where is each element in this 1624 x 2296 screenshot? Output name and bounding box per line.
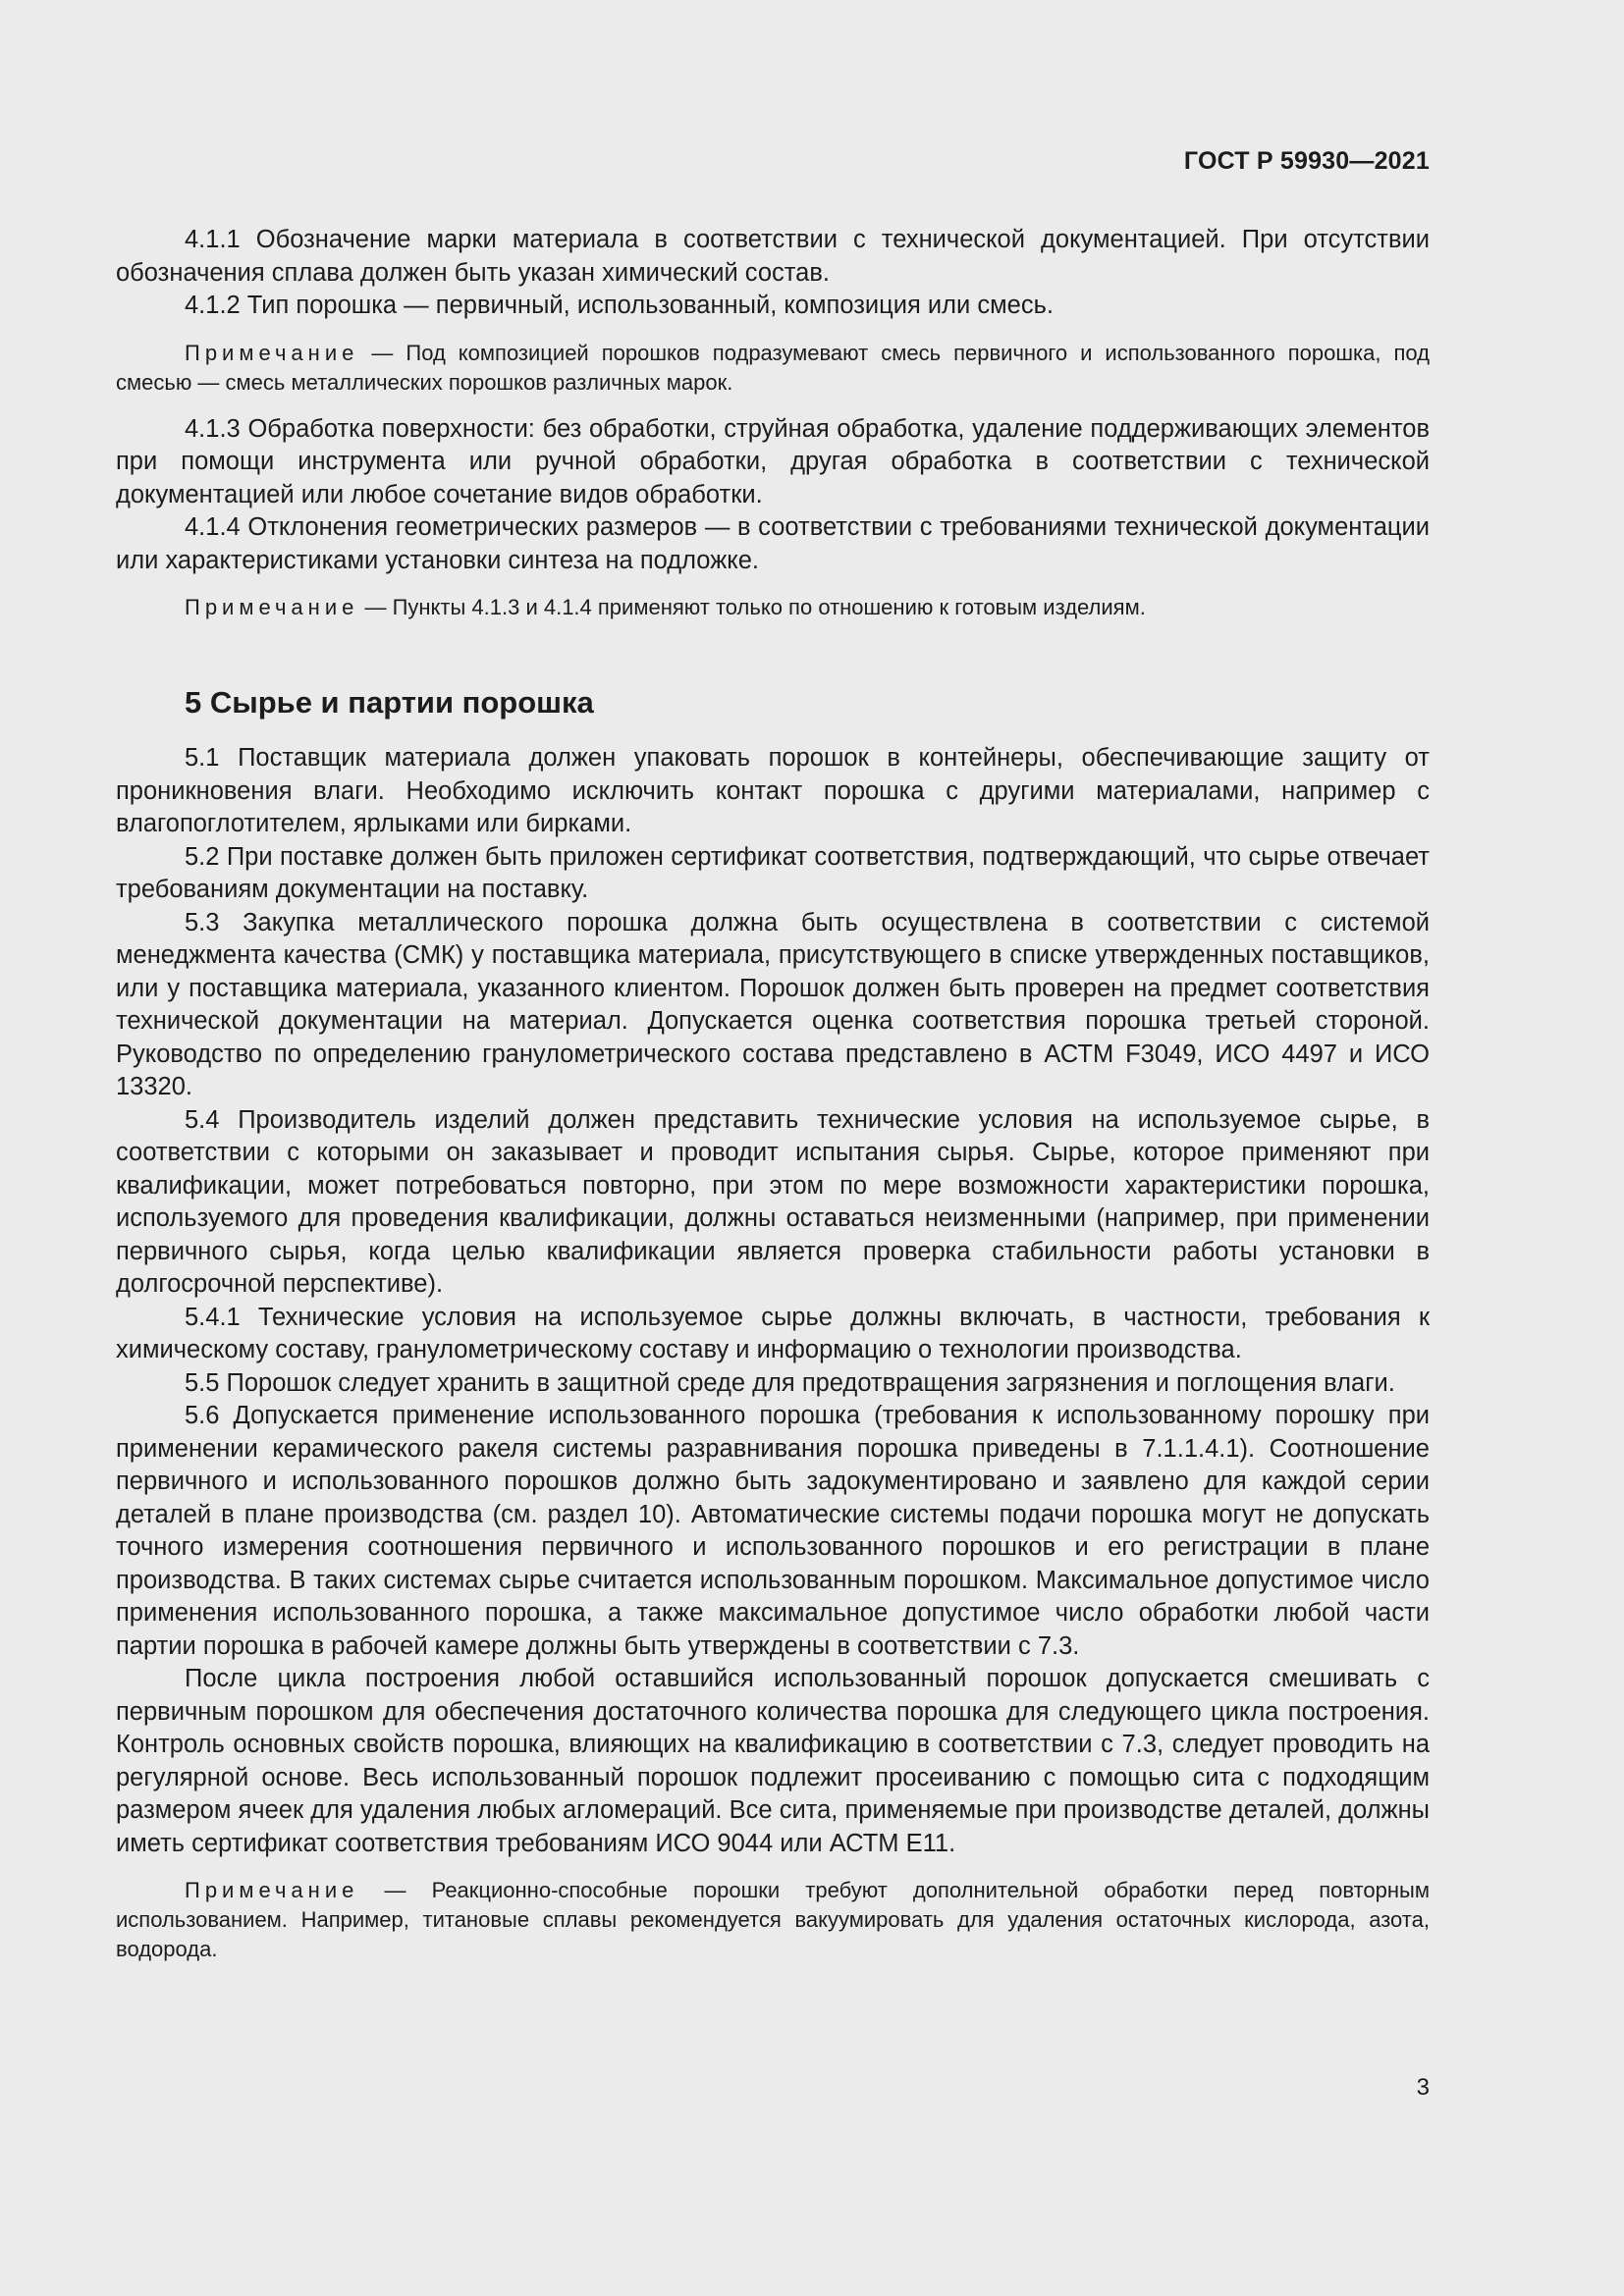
paragraph-5-4: 5.4 Производитель изделий должен представить технические условия на используемое сырье, в соответствии с которыми он заказывает и проводит испытания сырья. Сырье, которое применяют при квалификации, может потребоваться повторно, при этом по мере возможности характеристики порошка, используемого для проведения квалификации, должны оставаться неизменными (например, при применении первичного сырья, когда целью квалификации является проверка стабильности работы установки в долгосрочной перспективе). <box>116 1105 1430 1298</box>
document-body <box>116 224 1430 1980</box>
paragraph-4-1-2: 4.1.2 Тип порошка — первичный, использованный, композиция или смесь. <box>185 292 1054 319</box>
paragraph-5-6-continued: После цикла построения любой оставшийся использованный порошок допускается смешивать с первичным порошком для обеспечения достаточного количества порошка для следующего цикла построения. Контроль основных свойств порошка, влияющих на квалификацию в соответствии с 7.3, следует проводить на регулярной основе. Весь использованный порошок подлежит просеиванию с помощью сита с подходящим размером ячеек для удаления любых агломераций. Все сита, применяемые при производстве деталей, должны иметь сертификат соответствия требованиям ИСО 9044 или АСТМ E11. <box>116 1665 1430 1857</box>
note-label: Примечание <box>185 340 359 365</box>
note-text: — Пункты 4.1.3 и 4.1.4 применяют только по отношению к готовым изделиям. <box>358 595 1146 619</box>
standard-number-header: ГОСТ Р 59930—2021 <box>1183 147 1430 175</box>
note-1 <box>116 339 1430 398</box>
paragraph-5-4-1: 5.4.1 Технические условия на используемое сырье должны включать, в частности, требования к химическому составу, гранулометрическому составу и информацию о технологии производства. <box>116 1303 1430 1363</box>
section-5-title: 5 Сырье и партии порошка <box>185 685 594 720</box>
paragraph-4-1-3: 4.1.3 Обработка поверхности: без обработки, струйная обработка, удаление поддерживающих элементов при помощи инструмента или ручной обработки, другая обработка в соответствии с технической документацией или любое сочетание видов обработки. <box>116 414 1430 508</box>
page-number: 3 <box>1416 2074 1430 2101</box>
paragraph-4-1-4: 4.1.4 Отклонения геометрических размеров — в соответствии с требованиями технической документации или характеристиками установки синтеза на подложке. <box>116 513 1430 574</box>
note-2 <box>116 593 1430 622</box>
paragraph-5-1: 5.1 Поставщик материала должен упаковать порошок в контейнеры, обеспечивающие защиту от проникновения влаги. Необходимо исключить контакт порошка с другими материалами, например с влагопоглотителем, ярлыками или бирками. <box>116 744 1430 837</box>
paragraph-5-2: 5.2 При поставке должен быть приложен сертификат соответствия, подтверждающий, что сырье отвечает требованиям документации на поставку. <box>116 842 1430 903</box>
paragraph-5-5: 5.5 Порошок следует хранить в защитной среде для предотвращения загрязнения и поглощения влаги. <box>185 1368 1395 1397</box>
paragraph-5-3: 5.3 Закупка металлического порошка должна быть осуществлена в соответствии с системой менеджмента качества (СМК) у поставщика материала, присутствующего в списке утвержденных поставщиков, или у поставщика материала, указанного клиентом. Порошок должен быть проверен на предмет соответствия технической документации на материал. Допускается оценка соответствия порошка третьей стороной. Руководство по определению гранулометрического состава представлено в АСТМ F3049, ИСО 4497 и ИСО 13320. <box>116 908 1430 1100</box>
note-label: Примечание <box>185 1878 359 1902</box>
paragraph-4-1-1: 4.1.1 Обозначение марки материала в соответствии с технической документацией. При отсутствии обозначения сплава должен быть указан химический состав. <box>116 226 1430 287</box>
note-label: Примечание <box>185 595 359 619</box>
note-text: — Реакционно-способные порошки требуют дополнительной обработки перед повторным использованием. Например, титановые сплавы рекомендуется вакуумировать для удаления остаточных кислорода, азота, водорода. <box>116 1878 1430 1961</box>
note-3 <box>116 1876 1430 1964</box>
note-text: — Под композицией порошков подразумевают смесь первичного и использованного порошка, под смесью — смесь металлических порошков различных марок. <box>116 340 1430 395</box>
paragraph-5-6: 5.6 Допускается применение использованного порошка (требования к использованному порошку при применении керамического ракеля системы разравнивания порошка приведены в 7.1.1.4.1). Соотношение первичного и использованного порошков должно быть задокументировано и заявлено для каждой серии деталей в плане производства (см. раздел 10). Автоматические системы подачи порошка могут не допускать точного измерения соотношения первичного и использованного порошков и его регистрации в плане производства. В таких системах сырье считается использованным порошком. Максимальное допустимое число применения использованного порошка, а также максимальное допустимое число обработки любой части партии порошка в рабочей камере должны быть утверждены в соответствии с 7.3. <box>116 1402 1430 1660</box>
